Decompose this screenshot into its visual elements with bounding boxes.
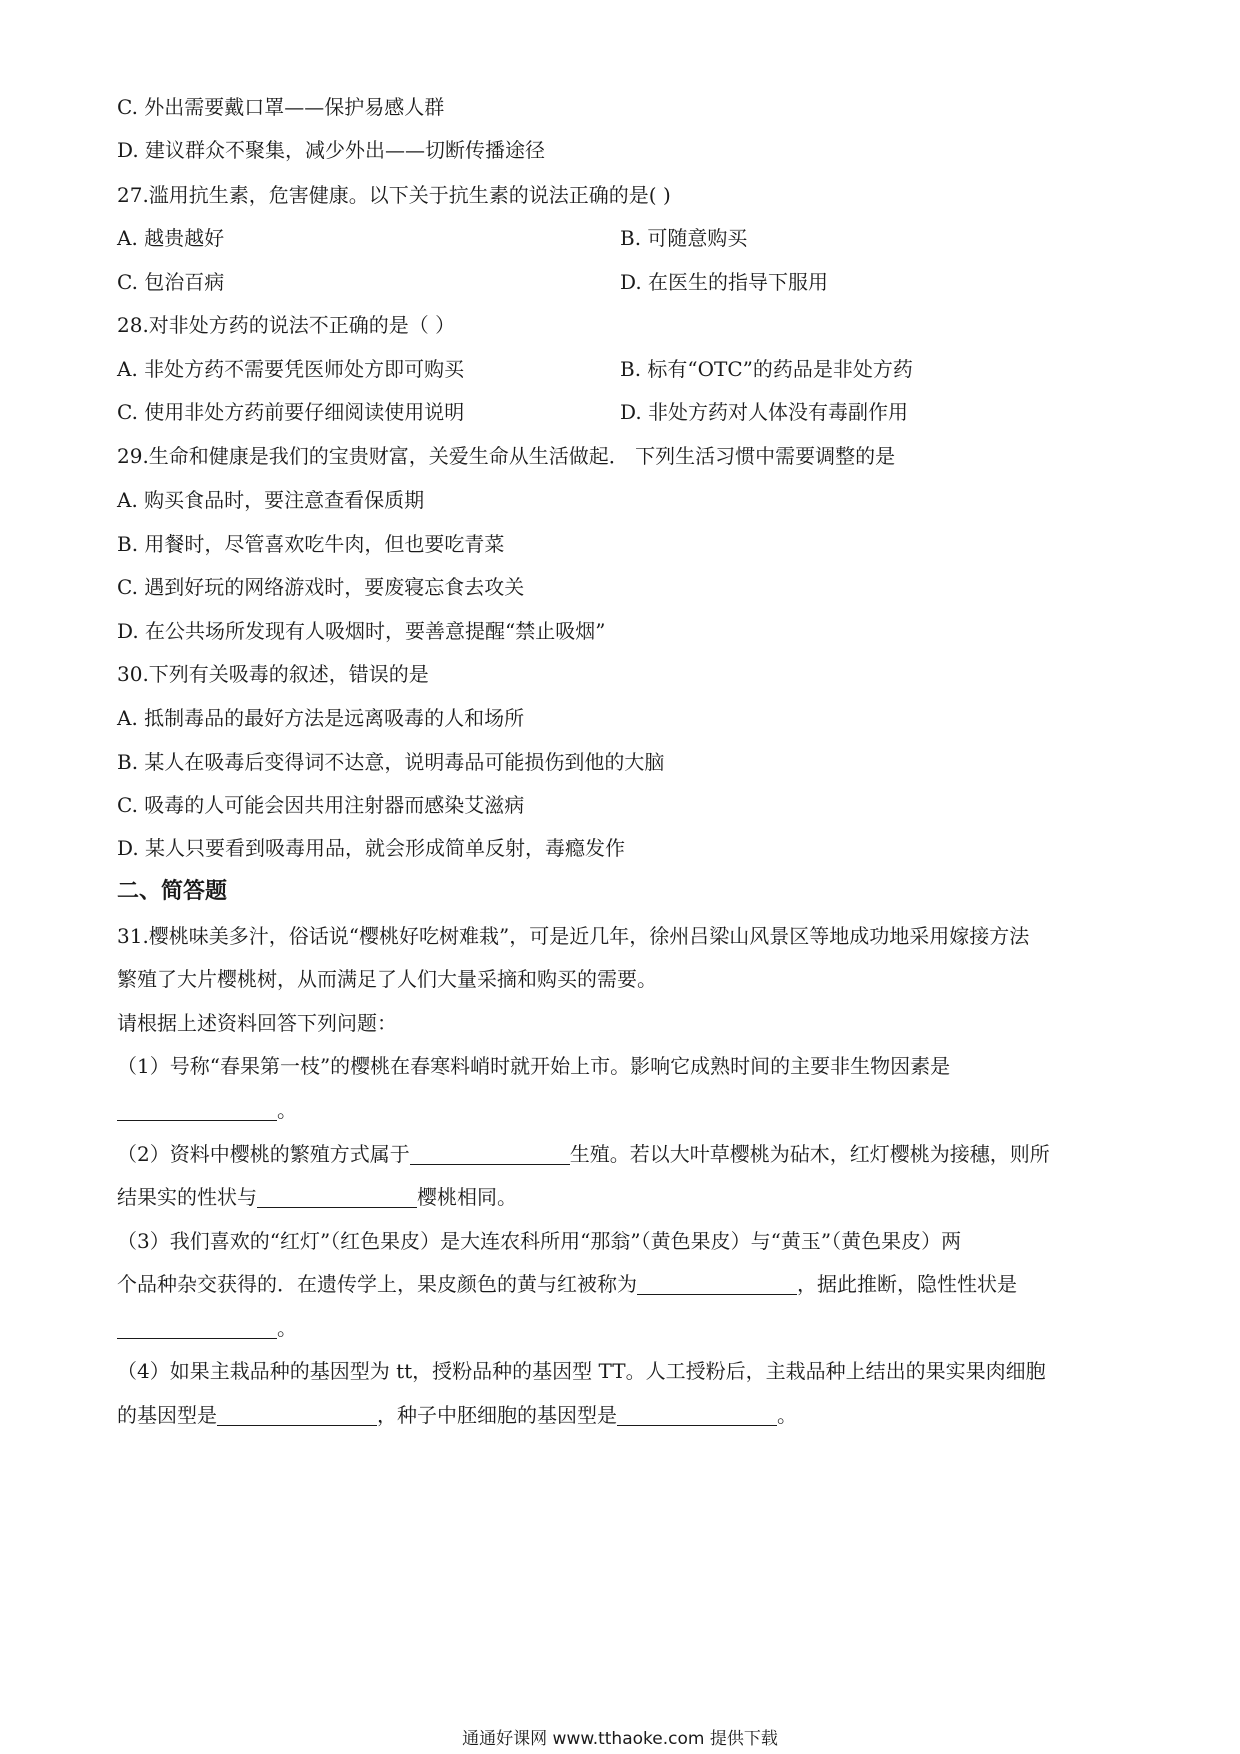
part-2-text: 结果实的性状与 xyxy=(117,1185,257,1209)
question-27: 27.滥用抗生素，危害健康。以下关于抗生素的说法正确的是( ) xyxy=(117,183,671,207)
question-31-part-2-cont xyxy=(117,1183,517,1211)
option-c-q26: C. 外出需要戴口罩——保护易感人群 xyxy=(117,95,445,119)
part-2-text: （2）资料中樱桃的繁殖方式属于 xyxy=(117,1142,410,1166)
part-3-text-cont: ，据此推断，隐性性状是 xyxy=(797,1272,1017,1296)
answer-blank[interactable] xyxy=(257,1187,417,1208)
question-31-part-3-cont xyxy=(117,1270,1017,1298)
part-3-text: 个品种杂交获得的．在遗传学上，果皮颜色的黄与红被称为 xyxy=(117,1272,637,1296)
option-c-q29: C. 遇到好玩的网络游戏时，要废寝忘食去攻关 xyxy=(117,575,525,599)
question-31-part-1: （1）号称“春果第一枝”的樱桃在春寒料峭时就开始上市。影响它成熟时间的主要非生物因素是 xyxy=(117,1054,951,1078)
answer-blank[interactable] xyxy=(410,1144,570,1165)
option-d-q29: D. 在公共场所发现有人吸烟时，要善意提醒“禁止吸烟” xyxy=(117,619,606,643)
option-d-q28: D. 非处方药对人体没有毒副作用 xyxy=(620,400,909,424)
option-a-q29: A. 购买食品时，要注意查看保质期 xyxy=(117,488,425,512)
option-b-q30: B. 某人在吸毒后变得词不达意，说明毒品可能损伤到他的大脑 xyxy=(117,750,665,774)
part-2-text-end: 樱桃相同。 xyxy=(417,1185,517,1209)
answer-blank[interactable] xyxy=(617,1405,777,1426)
part-2-text-cont: 生殖。若以大叶草樱桃为砧木，红灯樱桃为接穗，则所 xyxy=(569,1142,1050,1166)
option-d-q30: D. 某人只要看到吸毒用品，就会形成简单反射，毒瘾发作 xyxy=(117,836,626,860)
option-a-q28: A. 非处方药不需要凭医师处方即可购买 xyxy=(117,357,465,381)
part-4-text: 的基因型是 xyxy=(117,1403,217,1427)
option-d-q27: D. 在医生的指导下服用 xyxy=(620,270,829,294)
section-heading: 二、简答题 xyxy=(117,879,228,904)
question-31-part-4: （4）如果主栽品种的基因型为 tt，授粉品种的基因型 TT。人工授粉后，主栽品种上结出的果实果肉细胞 xyxy=(117,1359,1046,1383)
option-d-q26: D. 建议群众不聚集，减少外出——切断传播途径 xyxy=(117,138,546,162)
question-31-part-3-answer xyxy=(117,1314,297,1342)
option-a-q30: A. 抵制毒品的最好方法是远离吸毒的人和场所 xyxy=(117,706,525,730)
period: 。 xyxy=(777,1403,797,1427)
option-b-q28: B. 标有“OTC”的药品是非处方药 xyxy=(620,357,913,381)
answer-blank[interactable] xyxy=(117,1100,277,1121)
question-30: 30.下列有关吸毒的叙述，错误的是 xyxy=(117,662,429,686)
option-c-q27: C. 包治百病 xyxy=(117,270,225,294)
question-31-text: 31.樱桃味美多汁，俗话说“樱桃好吃树难栽”，可是近几年，徐州吕梁山风景区等地成功地采用嫁接方法 xyxy=(117,924,1030,948)
question-31-text-cont: 繁殖了大片樱桃树，从而满足了人们大量采摘和购买的需要。 xyxy=(117,967,657,991)
question-31-part-4-cont xyxy=(117,1401,797,1429)
answer-blank[interactable] xyxy=(117,1318,277,1339)
question-31-part-1-answer xyxy=(117,1096,297,1124)
period: 。 xyxy=(277,1316,297,1340)
option-a-q27: A. 越贵越好 xyxy=(117,226,225,250)
footer-source: 通通好课网 www.tthaoke.com 提供下载 xyxy=(462,1729,778,1749)
option-b-q27: B. 可随意购买 xyxy=(620,226,748,250)
option-c-q28: C. 使用非处方药前要仔细阅读使用说明 xyxy=(117,400,465,424)
answer-blank[interactable] xyxy=(217,1405,377,1426)
option-c-q30: C. 吸毒的人可能会因共用注射器而感染艾滋病 xyxy=(117,793,525,817)
part-4-text-cont: ，种子中胚细胞的基因型是 xyxy=(377,1403,617,1427)
question-28: 28.对非处方药的说法不正确的是（ ） xyxy=(117,313,456,337)
option-b-q29: B. 用餐时，尽管喜欢吃牛肉，但也要吃青菜 xyxy=(117,532,505,556)
question-31-prompt: 请根据上述资料回答下列问题： xyxy=(117,1011,397,1035)
question-31-part-3: （3）我们喜欢的“红灯”（红色果皮）是大连农科所用“那翁”（黄色果皮）与“黄玉”（黄色果皮）两 xyxy=(117,1229,962,1253)
period: 。 xyxy=(277,1098,297,1122)
question-29: 29.生命和健康是我们的宝贵财富，关爱生命从生活做起． 下列生活习惯中需要调整的是 xyxy=(117,444,896,468)
answer-blank[interactable] xyxy=(637,1274,797,1295)
question-31-part-2 xyxy=(117,1140,1050,1168)
